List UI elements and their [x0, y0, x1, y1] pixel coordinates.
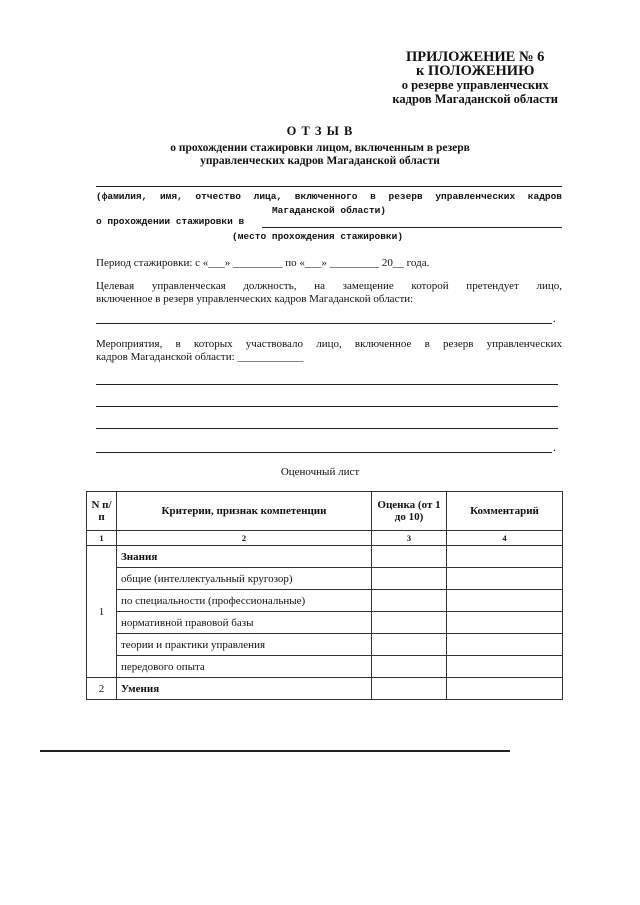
- header-num: N п/п: [87, 492, 117, 531]
- fio-caption-line1: (фамилия, имя, отчество лица, включенного в резерв управленческих кадров: [96, 191, 562, 202]
- score-cell[interactable]: [372, 678, 447, 700]
- events-line1: Мероприятия, в которых участвовало лицо, включенное в резерв управленческих: [96, 338, 562, 350]
- criterion-label: общие (интеллектуальный кругозор): [117, 568, 372, 590]
- target-position-line2: включенное в резерв управленческих кадров Магаданской области:: [96, 293, 414, 305]
- column-number: 3: [372, 531, 447, 546]
- evaluation-table: [86, 491, 563, 700]
- events-fill-line-2[interactable]: [96, 406, 558, 407]
- column-number: 1: [87, 531, 117, 546]
- score-cell[interactable]: [372, 590, 447, 612]
- header-comment: Комментарий: [447, 492, 563, 531]
- score-cell[interactable]: [372, 656, 447, 678]
- table-row: [87, 634, 563, 656]
- events-fill-line-3[interactable]: [96, 428, 558, 429]
- column-number: 2: [117, 531, 372, 546]
- criterion-label: по специальности (профессиональные): [117, 590, 372, 612]
- appendix-subject-line1: о резерве управленческих: [401, 78, 549, 92]
- events-fill-line-1[interactable]: [96, 384, 558, 385]
- document-subtitle-line1: о прохождении стажировки лицом, включенным в резерв: [170, 142, 470, 154]
- criterion-label: передового опыта: [117, 656, 372, 678]
- appendix-header: [392, 50, 558, 106]
- column-number-row: [87, 531, 563, 546]
- group-title: Умения: [117, 678, 372, 700]
- appendix-number: ПРИЛОЖЕНИЕ № 6: [405, 49, 545, 65]
- events-fill-line-4[interactable]: [96, 452, 552, 453]
- appendix-subject-line2: кадров Магаданской области: [392, 92, 558, 106]
- group-number: 1: [87, 546, 117, 678]
- criterion-label: нормативной правовой базы: [117, 612, 372, 634]
- score-cell[interactable]: [372, 612, 447, 634]
- comment-cell[interactable]: [447, 612, 563, 634]
- comment-cell[interactable]: [447, 590, 563, 612]
- header-score: Оценка (от 1 до 10): [372, 492, 447, 531]
- comment-cell[interactable]: [447, 656, 563, 678]
- score-cell[interactable]: [372, 546, 447, 568]
- table-row: [87, 546, 563, 568]
- comment-cell[interactable]: [447, 634, 563, 656]
- comment-cell[interactable]: [447, 678, 563, 700]
- table-row: [87, 612, 563, 634]
- criterion-label: теории и практики управления: [117, 634, 372, 656]
- column-number: 4: [447, 531, 563, 546]
- fio-caption-line2: Магаданской области): [271, 205, 387, 216]
- internship-period: Период стажировки: с «___» _________ по «___» _________ 20__ года.: [96, 257, 430, 269]
- events-dot: .: [553, 442, 556, 454]
- score-cell[interactable]: [372, 634, 447, 656]
- place-caption: (место прохождения стажировки): [232, 231, 404, 242]
- internship-label: о прохождении стажировки в: [96, 216, 245, 227]
- evaluation-title: Оценочный лист: [280, 466, 360, 478]
- table-row: [87, 656, 563, 678]
- group-title: Знания: [117, 546, 372, 568]
- score-cell[interactable]: [372, 568, 447, 590]
- group-number: 2: [87, 678, 117, 700]
- internship-place-fill-line[interactable]: [262, 227, 562, 228]
- table-row: [87, 568, 563, 590]
- footer-separator: [40, 750, 510, 752]
- appendix-reference: к ПОЛОЖЕНИЮ: [415, 63, 535, 79]
- target-position-line1: Целевая управленческая должность, на замещение которой претендует лицо,: [96, 280, 562, 292]
- header-criteria: Критерии, признак компетенции: [117, 492, 372, 531]
- evaluation-header-row: [87, 492, 563, 531]
- document-title: О Т З Ы В: [286, 124, 354, 138]
- events-line2: кадров Магаданской области: ____________: [96, 351, 304, 363]
- document-subtitle-line2: управленческих кадров Магаданской области: [200, 155, 440, 167]
- fio-fill-line[interactable]: [96, 186, 562, 187]
- target-position-dot: .: [553, 313, 556, 325]
- target-position-fill-line[interactable]: [96, 323, 552, 324]
- table-row: [87, 590, 563, 612]
- table-row: [87, 678, 563, 700]
- comment-cell[interactable]: [447, 568, 563, 590]
- comment-cell[interactable]: [447, 546, 563, 568]
